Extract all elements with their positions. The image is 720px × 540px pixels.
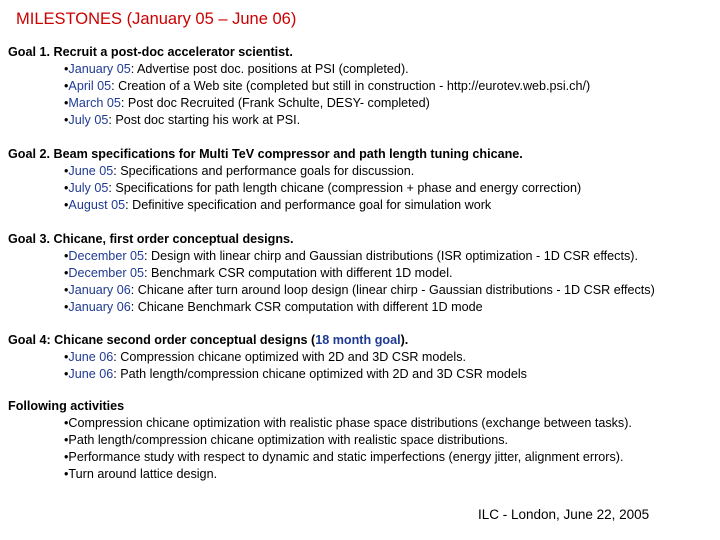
goal-2-list	[8, 163, 720, 214]
list-item	[8, 415, 720, 432]
list-item	[8, 112, 720, 129]
milestone-text: : Definitive specification and performance goal for simulation work	[125, 198, 492, 212]
bullet-icon: •	[64, 416, 69, 430]
milestone-date: June 06	[68, 350, 114, 364]
milestone-date: January 05	[68, 62, 131, 76]
list-item	[8, 282, 720, 299]
milestone-date: January 06	[68, 283, 131, 297]
milestone-date: June 06	[68, 367, 114, 381]
bullet-icon: •	[64, 300, 69, 314]
milestone-text: : Specifications for path length chicane (compression + phase and energy correction)	[108, 181, 582, 195]
milestone-text: : Path length/compression chicane optimized with 2D and 3D CSR models	[113, 367, 527, 381]
goal-4-list	[8, 349, 720, 383]
following-activities-section	[8, 398, 720, 483]
goal-1-list	[8, 61, 720, 129]
list-item	[8, 349, 720, 366]
goal-2-section	[8, 146, 720, 214]
activity-text: Performance study with respect to dynamic and static imperfections (energy jitter, alignment errors).	[68, 450, 624, 464]
footer-text: ILC - London, June 22, 2005	[478, 507, 650, 522]
bullet-icon: •	[64, 79, 69, 93]
list-item	[8, 432, 720, 449]
bullet-icon: •	[64, 467, 69, 481]
following-activities-heading: Following activities	[8, 399, 125, 413]
milestone-date: January 06	[68, 300, 131, 314]
bullet-icon: •	[64, 164, 69, 178]
bullet-icon: •	[64, 181, 69, 195]
milestone-text: : Advertise post doc. positions at PSI (completed).	[130, 62, 409, 76]
list-item	[8, 61, 720, 78]
activity-text: Compression chicane optimization with realistic phase space distributions (exchange between tasks).	[68, 416, 632, 430]
list-item	[8, 163, 720, 180]
bullet-icon: •	[64, 96, 69, 110]
milestone-text: : Design with linear chirp and Gaussian distributions (ISR optimization - 1D CSR effects).	[144, 249, 638, 263]
milestone-text: : Creation of a Web site (completed but still in construction - http://eurotev.web.psi.ch/)	[111, 79, 591, 93]
goal-4-heading-suffix: ).	[400, 333, 409, 347]
milestone-date: July 05	[68, 113, 109, 127]
goal-4-section	[8, 332, 720, 383]
goal-1-heading: Goal 1. Recruit a post-doc accelerator scientist.	[8, 45, 293, 59]
milestone-date: March 05	[68, 96, 121, 110]
milestone-text: : Benchmark CSR computation with different 1D model.	[144, 266, 453, 280]
bullet-icon: •	[64, 433, 69, 447]
goal-2-heading: Goal 2. Beam specifications for Multi TeV compressor and path length tuning chicane.	[8, 147, 523, 161]
activity-text: Path length/compression chicane optimization with realistic space distributions.	[68, 433, 509, 447]
milestone-text: : Post doc starting his work at PSI.	[108, 113, 301, 127]
bullet-icon: •	[64, 113, 69, 127]
bullet-icon: •	[64, 198, 69, 212]
bullet-icon: •	[64, 249, 69, 263]
milestone-date: June 05	[68, 164, 114, 178]
goal-4-heading-prefix: Goal 4: Chicane second order conceptual designs (	[8, 333, 316, 347]
milestone-date: April 05	[68, 79, 112, 93]
milestone-text: : Chicane Benchmark CSR computation with different 1D mode	[130, 300, 483, 314]
goal-3-heading: Goal 3. Chicane, first order conceptual designs.	[8, 232, 294, 246]
slide-title: MILESTONES (January 05 – June 06)	[16, 10, 297, 28]
goal-4-heading-highlight: 18 month goal	[315, 333, 401, 347]
following-activities-list	[8, 415, 720, 483]
bullet-icon: •	[64, 62, 69, 76]
list-item	[8, 265, 720, 282]
list-item	[8, 248, 720, 265]
goal-3-section	[8, 231, 720, 316]
milestone-text: : Specifications and performance goals for discussion.	[113, 164, 415, 178]
list-item	[8, 180, 720, 197]
milestone-date: December 05	[68, 266, 145, 280]
goal-3-list	[8, 248, 720, 316]
list-item	[8, 95, 720, 112]
goal-1-section	[8, 44, 720, 129]
milestone-date: December 05	[68, 249, 145, 263]
milestone-date: August 05	[68, 198, 126, 212]
list-item	[8, 78, 720, 95]
milestone-date: July 05	[68, 181, 109, 195]
milestone-text: : Compression chicane optimized with 2D and 3D CSR models.	[113, 350, 467, 364]
list-item	[8, 197, 720, 214]
goal-4-heading	[8, 332, 720, 349]
bullet-icon: •	[64, 350, 69, 364]
list-item	[8, 366, 720, 383]
bullet-icon: •	[64, 450, 69, 464]
milestone-text: : Chicane after turn around loop design (linear chirp - Gaussian distributions - 1D CSR effects)	[130, 283, 655, 297]
list-item	[8, 299, 720, 316]
activity-text: Turn around lattice design.	[68, 467, 218, 481]
list-item	[8, 449, 720, 466]
bullet-icon: •	[64, 266, 69, 280]
bullet-icon: •	[64, 367, 69, 381]
bullet-icon: •	[64, 283, 69, 297]
list-item	[8, 466, 720, 483]
milestone-text: : Post doc Recruited (Frank Schulte, DESY- completed)	[120, 96, 430, 110]
